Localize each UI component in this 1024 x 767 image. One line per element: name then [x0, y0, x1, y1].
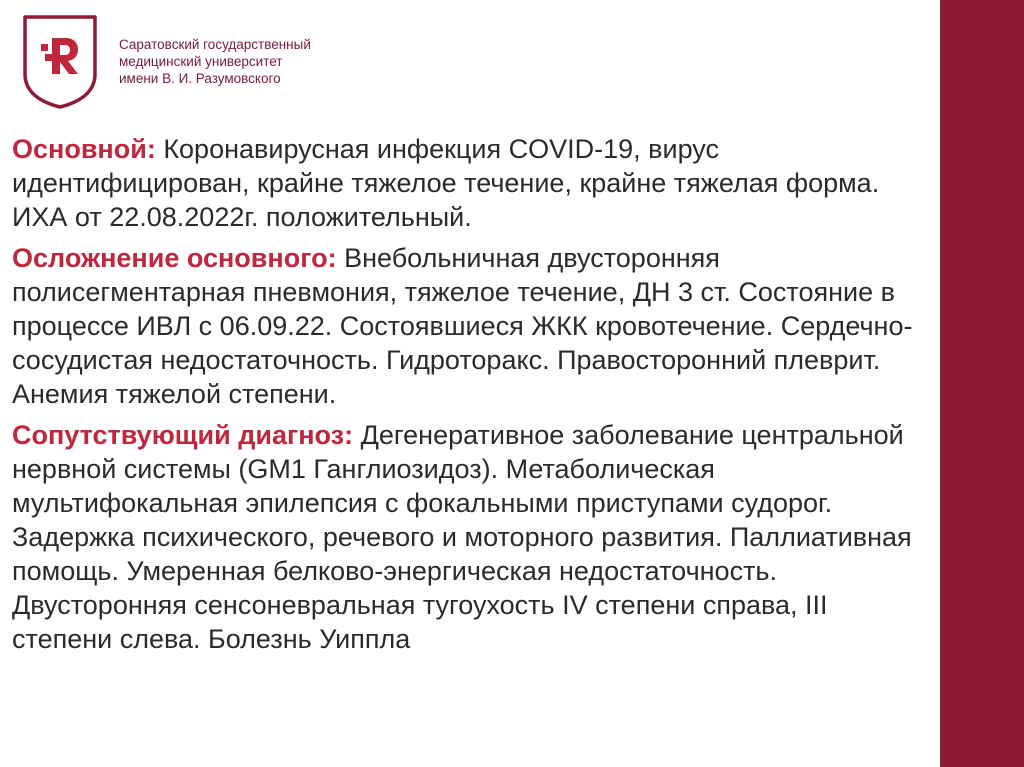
university-name-line-1: Саратовский государственный	[119, 37, 311, 52]
main-diagnosis-text: Коронавирусная инфекция COVID-19, вирус идентифицирован, крайне тяжелое течение, крайне тяжелая форма. ИХА от 22.08.2022г. положительный.	[12, 134, 880, 232]
concomitant-diagnosis-label: Сопутствующий диагноз:	[12, 420, 354, 450]
concomitant-diagnosis-text: Дегенеративное заболевание центральной нервной системы (GM1 Ганглиозидоз). Метаболическая мультифокальная эпилепсия с фокальными приступами судорог. Задержка психического, речевого и моторного развития. Паллиативная помощь. Умеренная белково-энергическая недостаточность. Двусторонняя сенсоневральная тугоухость IV степени справа, III степени слева. Болезнь Уиппла	[12, 420, 912, 654]
university-name-line-3: имени В. И. Разумовского	[119, 71, 281, 86]
complication-paragraph	[12, 241, 922, 411]
concomitant-diagnosis-paragraph	[12, 418, 922, 656]
accent-sidebar	[940, 0, 1024, 767]
university-name	[119, 36, 419, 87]
diagnosis-content	[12, 132, 922, 663]
university-shield-logo-icon	[22, 14, 98, 110]
complication-label: Осложнение основного:	[12, 243, 337, 273]
university-name-line-2: медицинский университет	[119, 54, 283, 69]
main-diagnosis-paragraph	[12, 132, 922, 234]
complication-text: Внебольничная двусторонняя полисегментарная пневмония, тяжелое течение, ДН 3 ст. Состояние в процессе ИВЛ с 06.09.22. Состоявшиеся ЖКК кровотечение. Сердечно-сосудистая недостаточность. Гидроторакс. Правосторонний плеврит. Анемия тяжелой степени.	[12, 243, 913, 409]
main-diagnosis-label: Основной:	[12, 134, 156, 164]
